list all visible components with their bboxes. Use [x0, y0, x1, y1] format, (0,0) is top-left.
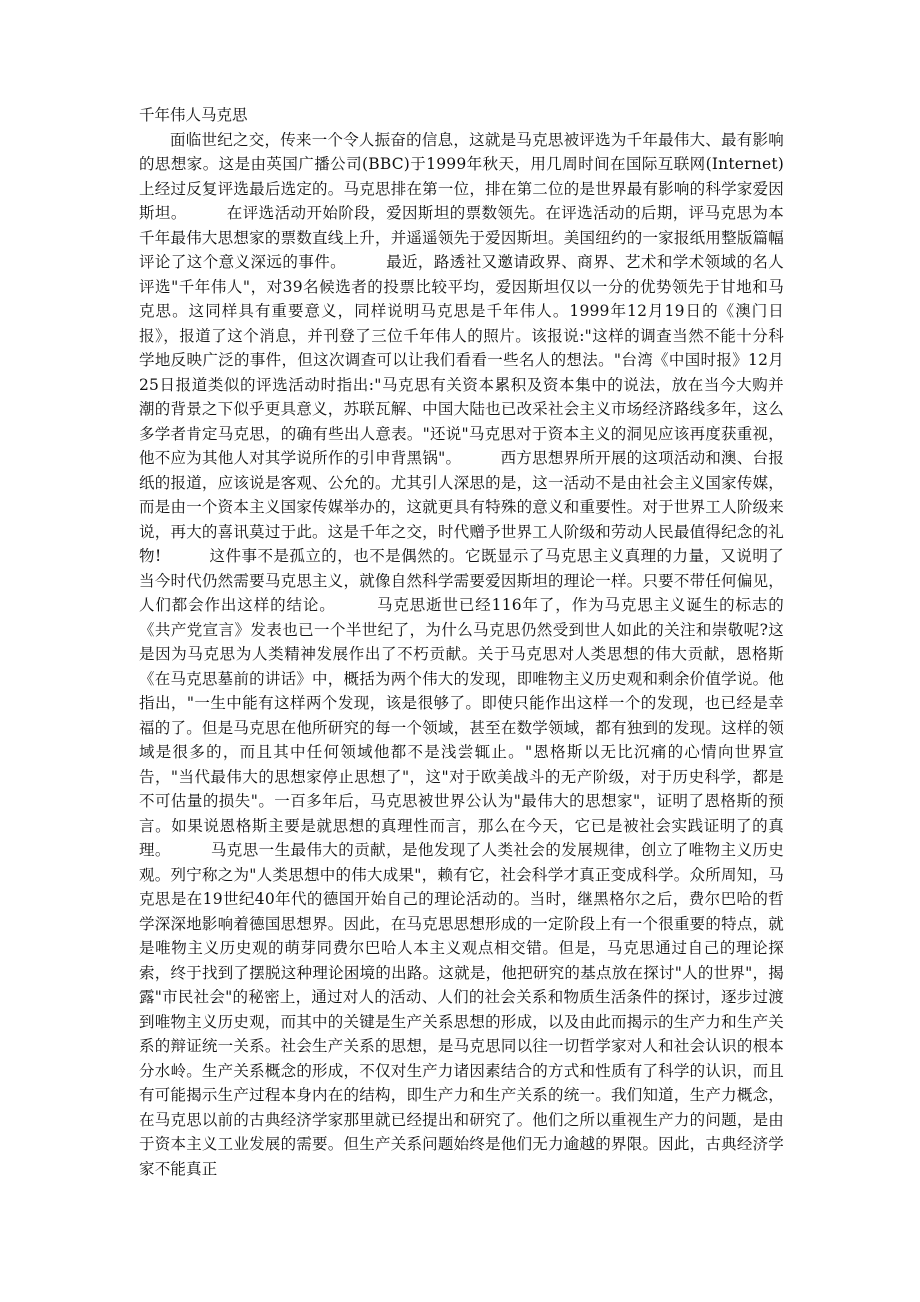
document-title: 千年伟人马克思: [139, 106, 248, 124]
document-body-paragraph: 面临世纪之交，传来一个令人振奋的信息，这就是马克思被评选为千年最伟大、最有影响的思想家。这是由英国广播公司(BBC)于1999年秋天，用几周时间在国际互联网(Internet)上经过反复评选最后选定的。马克思排在第一位，排在第二位的是世界最有影响的科学家爱因斯坦。 在评选活动开始阶段，爱因斯坦的票数领先。在评选活动的后期，评马克思为本千年最伟大思想家的票数直线上升，并遥遥领先于爱因斯坦。美国纽约的一家报纸用整版篇幅评论了这个意义深远的事件。 最近，路透社又邀请政界、商界、艺术和学术领域的名人评选"千年伟人"，对39名候选者的投票比较平均，爱因斯坦仅以一分的优势领先于甘地和马克思。这同样具有重要意义，同样说明马克思是千年伟人。1999年12月19日的《澳门日报》，报道了这个消息，并刊登了三位千年伟人的照片。该报说:"这样的调查当然不能十分科学地反映广泛的事件，但这次调查可以让我们看看一些名人的想法。"台湾《中国时报》12月25日报道类似的评选活动时指出:"马克思有关资本累积及资本集中的说法，放在当今大购并潮的背景之下似乎更具意义，苏联瓦解、中国大陆也已改采社会主义市场经济路线多年，这么多学者肯定马克思，的确有些出人意表。"还说"马克思对于资本主义的洞见应该再度获重视，他不应为其他人对其学说所作的引申背黑锅"。 西方思想界所开展的这项活动和澳、台报纸的报道，应该说是客观、公允的。尤其引人深思的是，这一活动不是由社会主义国家传媒，而是由一个资本主义国家传媒举办的，这就更具有特殊的意义和重要性。对于世界工人阶级来说，再大的喜讯莫过于此。这是千年之交，时代赠予世界工人阶级和劳动人民最值得纪念的礼物! 这件事不是孤立的，也不是偶然的。它既显示了马克思主义真理的力量，又说明了当今时代仍然需要马克思主义，就像自然科学需要爱因斯坦的理论一样。只要不带任何偏见，人们都会作出这样的结论。 马克思逝世已经116年了，作为马克思主义诞生的标志的《共产党宣言》发表也已一个半世纪了，为什么马克思仍然受到世人如此的关注和崇敬呢?这是因为马克思为人类精神发展作出了不朽贡献。关于马克思对人类思想的伟大贡献，恩格斯《在马克思墓前的讲话》中，概括为两个伟大的发现，即唯物主义历史观和剩余价值学说。他指出，"一生中能有这样两个发现，该是很够了。即使只能作出这样一个的发现，也已经是幸福的了。但是马克思在他所研究的每一个领域，甚至在数学领域，都有独到的发现。这样的领域是很多的，而且其中任何领域他都不是浅尝辄止。"恩格斯以无比沉痛的心情向世界宣告，"当代最伟大的思想家停止思想了"，这"对于欧美战斗的无产阶级，对于历史科学，都是不可估量的损失"。一百多年后，马克思被世界公认为"最伟大的思想家"，证明了恩格斯的预言。如果说恩格斯主要是就思想的真理性而言，那么在今天，它已是被社会实践证明了的真理。 马克思一生最伟大的贡献，是他发现了人类社会的发展规律，创立了唯物主义历史观。列宁称之为"人类思想中的伟大成果"，赖有它，社会科学才真正变成科学。众所周知，马克思是在19世纪40年代的德国开始自己的理论活动的。当时，继黑格尔之后，费尔巴哈的哲学深深地影响着德国思想界。因此，在马克思思想形成的一定阶段上有一个很重要的特点，就是唯物主义历史观的萌芽同费尔巴哈人本主义观点相交错。但是，马克思通过自己的理论探索，终于找到了摆脱这种理论困境的出路。这就是，他把研究的基点放在探讨"人的世界"，揭露"市民社会"的秘密上，通过对人的活动、人们的社会关系和物质生活条件的探讨，逐步过渡到唯物主义历史观，而其中的关键是生产关系思想的形成，以及由此而揭示的生产力和生产关系的辩证统一关系。社会生产关系的思想，是马克思同以往一切哲学家对人和社会认识的根本分水岭。生产关系概念的形成，不仅对生产力诸因素结合的方式和性质有了科学的认识，而且有可能揭示生产过程本身内在的结构，即生产力和生产关系的统一。我们知道，生产力概念，在马克思以前的古典经济学家那里就已经提出和研究了。他们之所以重视生产力的问题，是由于资本主义工业发展的需要。但生产关系问题始终是他们无力逾越的界限。因此，古典经济学家不能真正: [139, 130, 784, 1178]
document-page: [139, 103, 784, 1181]
